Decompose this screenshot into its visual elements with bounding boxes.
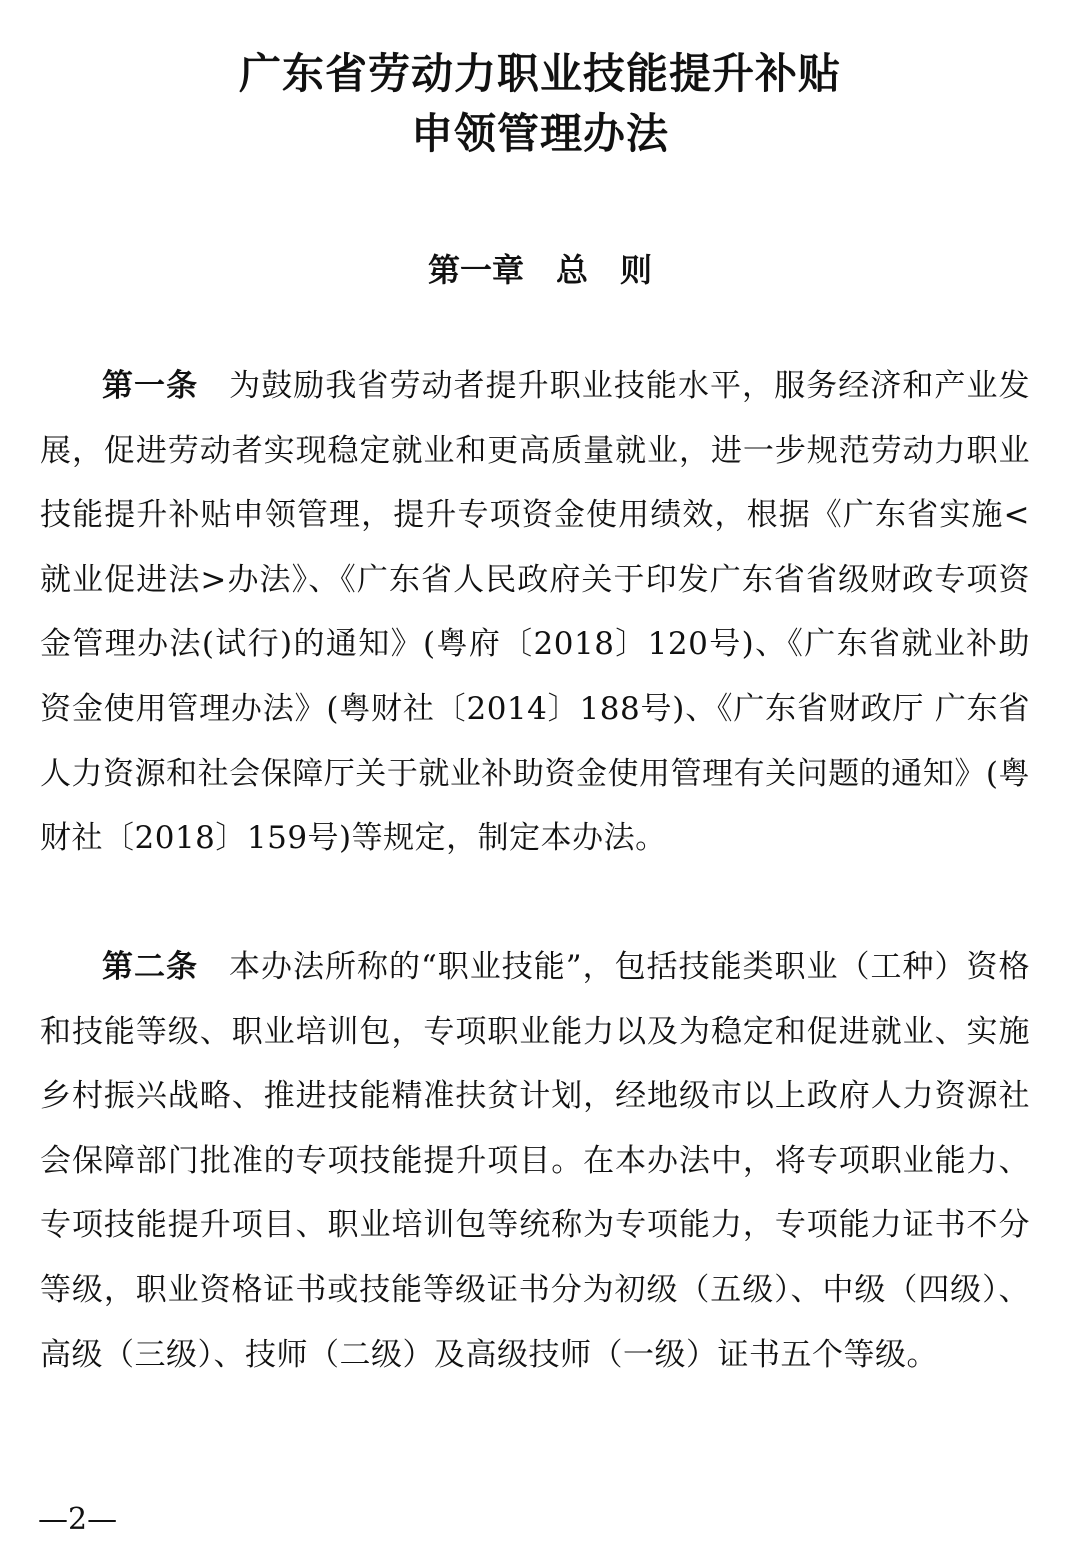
document-title-line-2: 申领管理办法 <box>410 109 669 158</box>
article-2-text: 本办法所称的“职业技能”，包括技能类职业（工种）资格和技能等级、职业培训包，专项职业能力以及为稳定和促进就业、实施乡村振兴战略、推进技能精准扶贫计划，经地级市以上政府人力资源社会保障部门批准的专项技能提升项目。在本办法中，将专项职业能力、专项技能提升项目、职业培训包等统称为专项能力，专项能力证书不分等级，职业资格证书或技能等级证书分为初级（五级）、中级（四级）、高级（三级）、技师（二级）及高级技师（一级）证书五个等级。 <box>40 949 1030 1373</box>
document-title-line-1: 广东省劳动力职业技能提升补贴 <box>238 49 841 98</box>
article-1 <box>40 354 1030 871</box>
article-2-label: 第二条 <box>102 949 198 985</box>
article-1-text: 为鼓励我省劳动者提升职业技能水平，服务经济和产业发展，促进劳动者实现稳定就业和更高质量就业，进一步规范劳动力职业技能提升补贴申领管理，提升专项资金使用绩效，根据《广东省实施<就业促进法>办法》、《广东省人民政府关于印发广东省省级财政专项资金管理办法(试行)的通知》(粤府〔2018〕120号)、《广东省就业补助资金使用管理办法》(粤财社〔2014〕188号)、《广东省财政厅 广东省人力资源和社会保障厅关于就业补助资金使用管理有关问题的通知》(粤财社〔2018〕159号)等规定，制定本办法。 <box>40 368 1031 857</box>
article-2 <box>40 935 1030 1387</box>
chapter-heading: 第一章 总 则 <box>427 251 652 289</box>
page-number: —2— <box>38 1502 118 1537</box>
article-1-label: 第一条 <box>102 368 199 404</box>
